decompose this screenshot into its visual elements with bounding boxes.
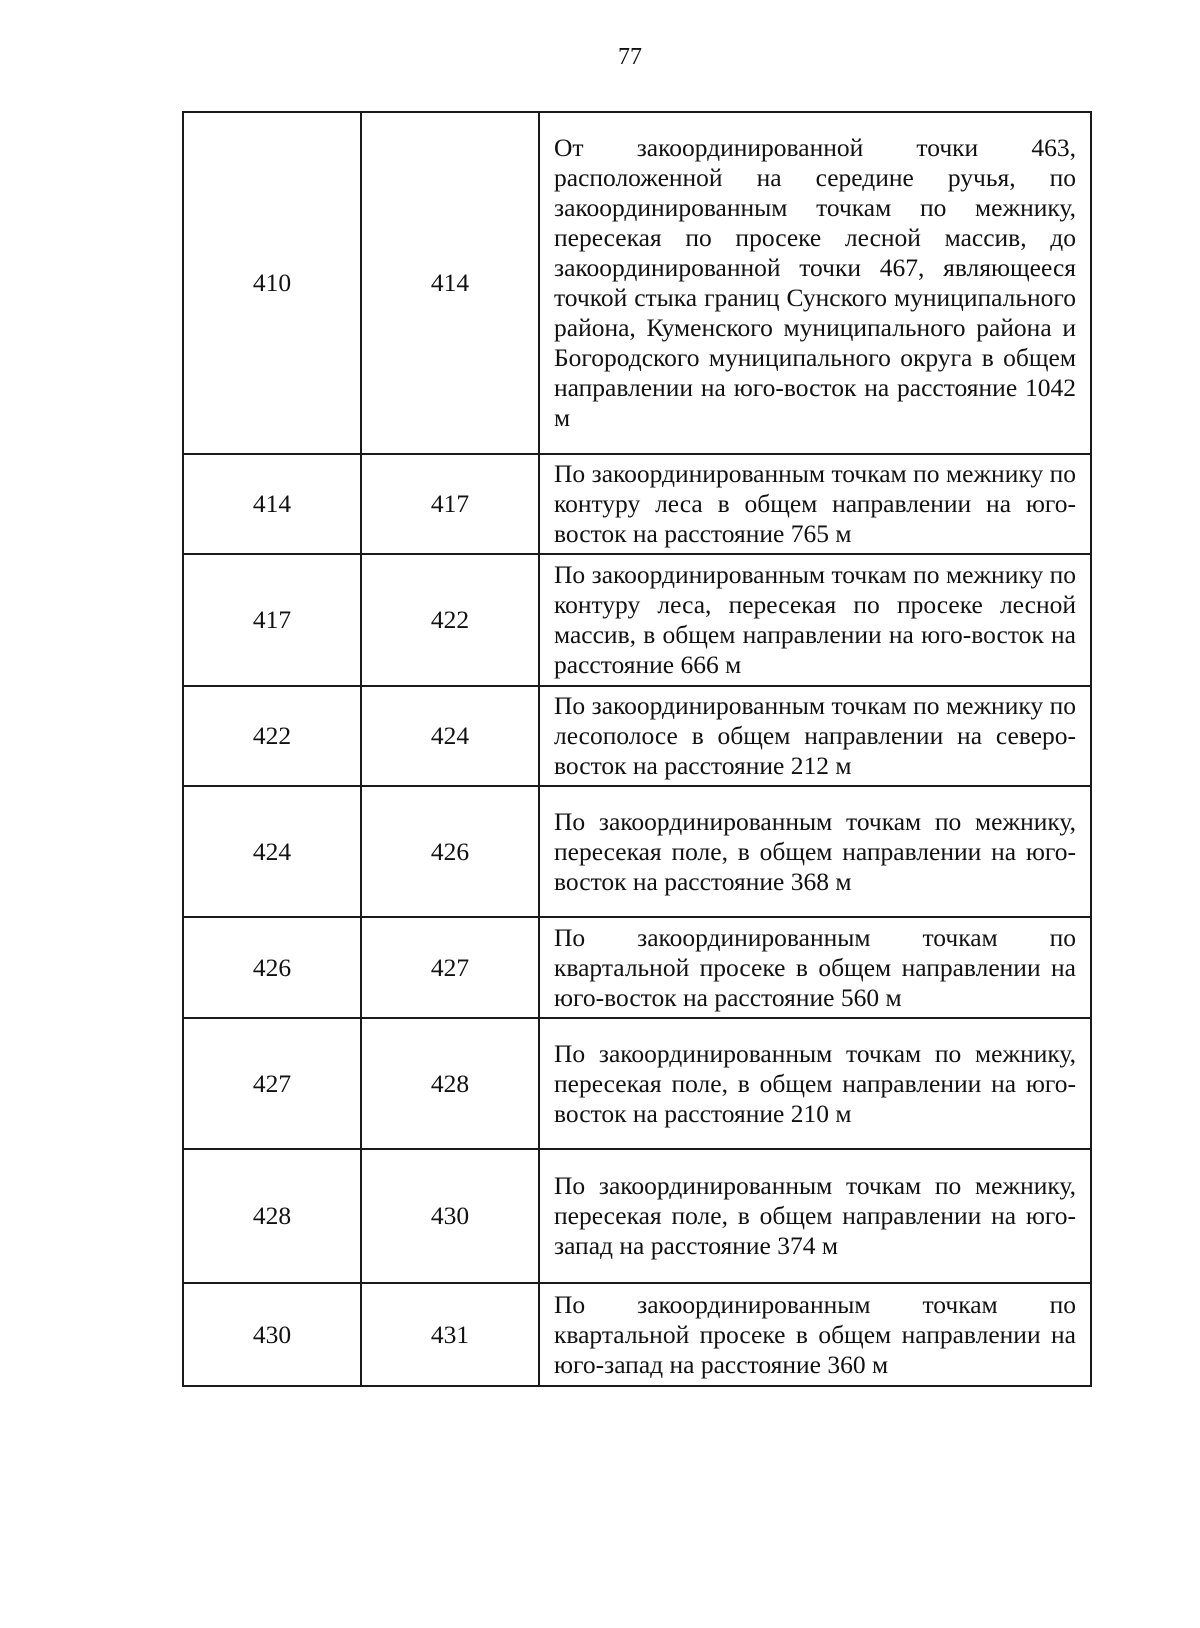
point-from-cell: 426	[183, 917, 361, 1018]
page-number: 77	[618, 44, 642, 70]
point-from-cell: 430	[183, 1283, 361, 1386]
point-to-cell: 427	[361, 917, 539, 1018]
table-row	[183, 454, 1091, 554]
table-row	[183, 1018, 1091, 1149]
point-to-cell: 431	[361, 1283, 539, 1386]
description-cell: По закоординированным точкам по межнику по лесополосе в общем направлении на северо-восток на расстояние 212 м	[539, 686, 1091, 786]
description-cell: По закоординированным точкам по квартальной просеке в общем направлении на юго-запад на расстояние 360 м	[539, 1283, 1091, 1386]
point-to-cell: 414	[361, 112, 539, 454]
description-cell: По закоординированным точкам по квартальной просеке в общем направлении на юго-восток на расстояние 560 м	[539, 917, 1091, 1018]
boundary-description-table	[182, 111, 1092, 1387]
table-row	[183, 917, 1091, 1018]
boundary-table-container	[182, 111, 1090, 1387]
table-row	[183, 786, 1091, 917]
description-cell: По закоординированным точкам по межнику, пересекая поле, в общем направлении на юго-восток на расстояние 210 м	[539, 1018, 1091, 1149]
table-row	[183, 1283, 1091, 1386]
table-row	[183, 112, 1091, 454]
description-cell: От закоординированной точки 463, расположенной на середине ручья, по закоординированным точкам по межнику, пересекая по просеке лесной массив, до закоординированной точки 467, являющееся точкой стыка границ Сунского муниципального района, Куменского муниципального района и Богородского муниципального округа в общем направлении на юго-восток на расстояние 1042 м	[539, 112, 1091, 454]
table-row	[183, 686, 1091, 786]
point-from-cell: 422	[183, 686, 361, 786]
point-from-cell: 428	[183, 1149, 361, 1283]
point-from-cell: 410	[183, 112, 361, 454]
description-cell: По закоординированным точкам по межнику, пересекая поле, в общем направлении на юго-восток на расстояние 368 м	[539, 786, 1091, 917]
table-row	[183, 1149, 1091, 1283]
point-from-cell: 427	[183, 1018, 361, 1149]
point-to-cell: 424	[361, 686, 539, 786]
point-to-cell: 417	[361, 454, 539, 554]
description-cell: По закоординированным точкам по межнику, пересекая поле, в общем направлении на юго-запад на расстояние 374 м	[539, 1149, 1091, 1283]
point-from-cell: 417	[183, 554, 361, 686]
point-to-cell: 430	[361, 1149, 539, 1283]
point-to-cell: 422	[361, 554, 539, 686]
description-cell: По закоординированным точкам по межнику по контуру леса, пересекая по просеке лесной массив, в общем направлении на юго-восток на расстояние 666 м	[539, 554, 1091, 686]
point-from-cell: 414	[183, 454, 361, 554]
point-to-cell: 426	[361, 786, 539, 917]
point-from-cell: 424	[183, 786, 361, 917]
description-cell: По закоординированным точкам по межнику по контуру леса в общем направлении на юго-восток на расстояние 765 м	[539, 454, 1091, 554]
table-row	[183, 554, 1091, 686]
point-to-cell: 428	[361, 1018, 539, 1149]
